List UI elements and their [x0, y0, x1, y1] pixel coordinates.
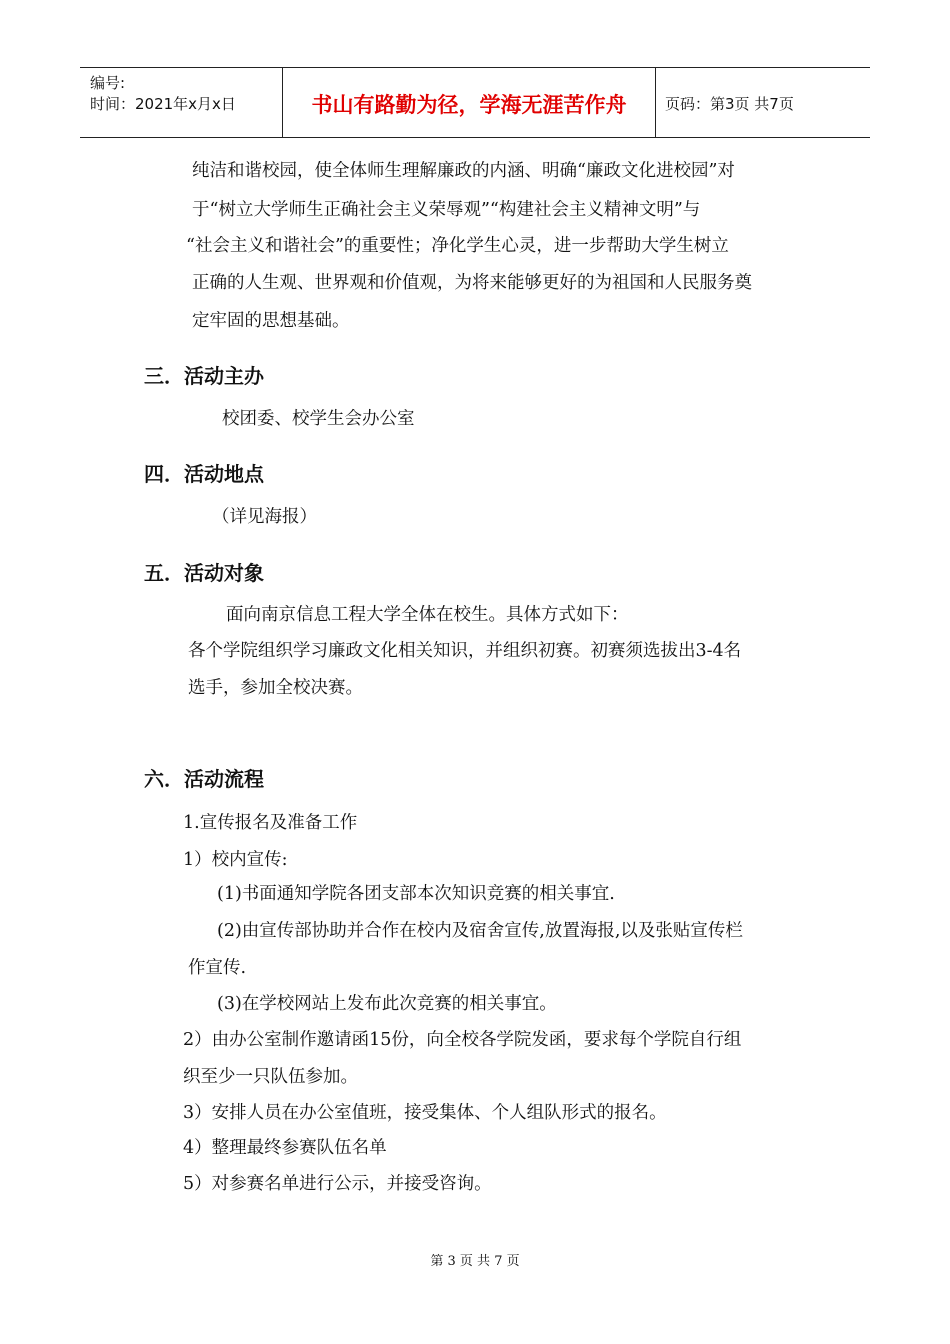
- intro-line: 定牢固的思想基础。: [192, 311, 350, 331]
- header-motto-cell: [283, 68, 656, 137]
- process-step: 3）安排人员在办公室值班，接受集体、个人组队形式的报名。: [183, 1103, 667, 1123]
- organizer-text: 校团委、校学生会办公室: [222, 409, 415, 429]
- process-step: 1）校内宣传:: [183, 850, 288, 870]
- document-number-label: 编号:: [90, 74, 126, 92]
- audience-line: 各个学院组织学习廉政文化相关知识，并组织初赛。初赛须选拔出3-4名: [188, 641, 742, 661]
- audience-line: 选手，参加全校决赛。: [188, 678, 363, 698]
- header-page-cell: [657, 68, 870, 137]
- audience-line: 面向南京信息工程大学全体在校生。具体方式如下：: [226, 605, 629, 625]
- section-heading-location: 四．活动地点: [144, 462, 264, 486]
- process-step: (2)由宣传部协助并合作在校内及宿舍宣传,放置海报,以及张贴宣传栏: [217, 921, 743, 941]
- process-step: 4）整理最终参赛队伍名单: [183, 1138, 387, 1158]
- page-footer: 第 3 页 共 7 页: [430, 1254, 520, 1269]
- process-step: 作宣传.: [188, 958, 247, 978]
- process-step: (1)书面通知学院各团支部本次知识竞赛的相关事宜.: [217, 884, 615, 904]
- process-step: 1.宣传报名及准备工作: [183, 813, 358, 833]
- intro-line: “社会主义和谐社会”的重要性；净化学生心灵，进一步帮助大学生树立: [186, 236, 729, 256]
- section-heading-audience: 五．活动对象: [144, 561, 264, 585]
- section-heading-process: 六．活动流程: [144, 767, 264, 791]
- section-heading-organizer: 三．活动主办: [144, 364, 264, 388]
- header-info-cell: [80, 68, 283, 137]
- intro-line: 于“树立大学师生正确社会主义荣辱观”“构建社会主义精神文明”与: [192, 200, 701, 220]
- document-date-label: 时间：2021年x月x日: [90, 95, 236, 113]
- process-step: 织至少一只队伍参加。: [183, 1067, 358, 1087]
- header-motto: 书山有路勤为径，学海无涯苦作舟: [311, 93, 627, 117]
- process-step: 2）由办公室制作邀请函15份，向全校各学院发函，要求每个学院自行组: [183, 1030, 742, 1050]
- header-page-code: 页码：第3页 共7页: [665, 95, 794, 113]
- process-step: 5）对参赛名单进行公示，并接受咨询。: [183, 1174, 492, 1194]
- location-text: （详见海报）: [212, 507, 317, 527]
- intro-line: 正确的人生观、世界观和价值观，为将来能够更好的为祖国和人民服务奠: [192, 273, 752, 293]
- process-step: (3)在学校网站上发布此次竞赛的相关事宜。: [217, 994, 557, 1014]
- intro-line: 纯洁和谐校园，使全体师生理解廉政的内涵、明确“廉政文化进校园”对: [192, 161, 735, 181]
- page-header: [80, 67, 870, 138]
